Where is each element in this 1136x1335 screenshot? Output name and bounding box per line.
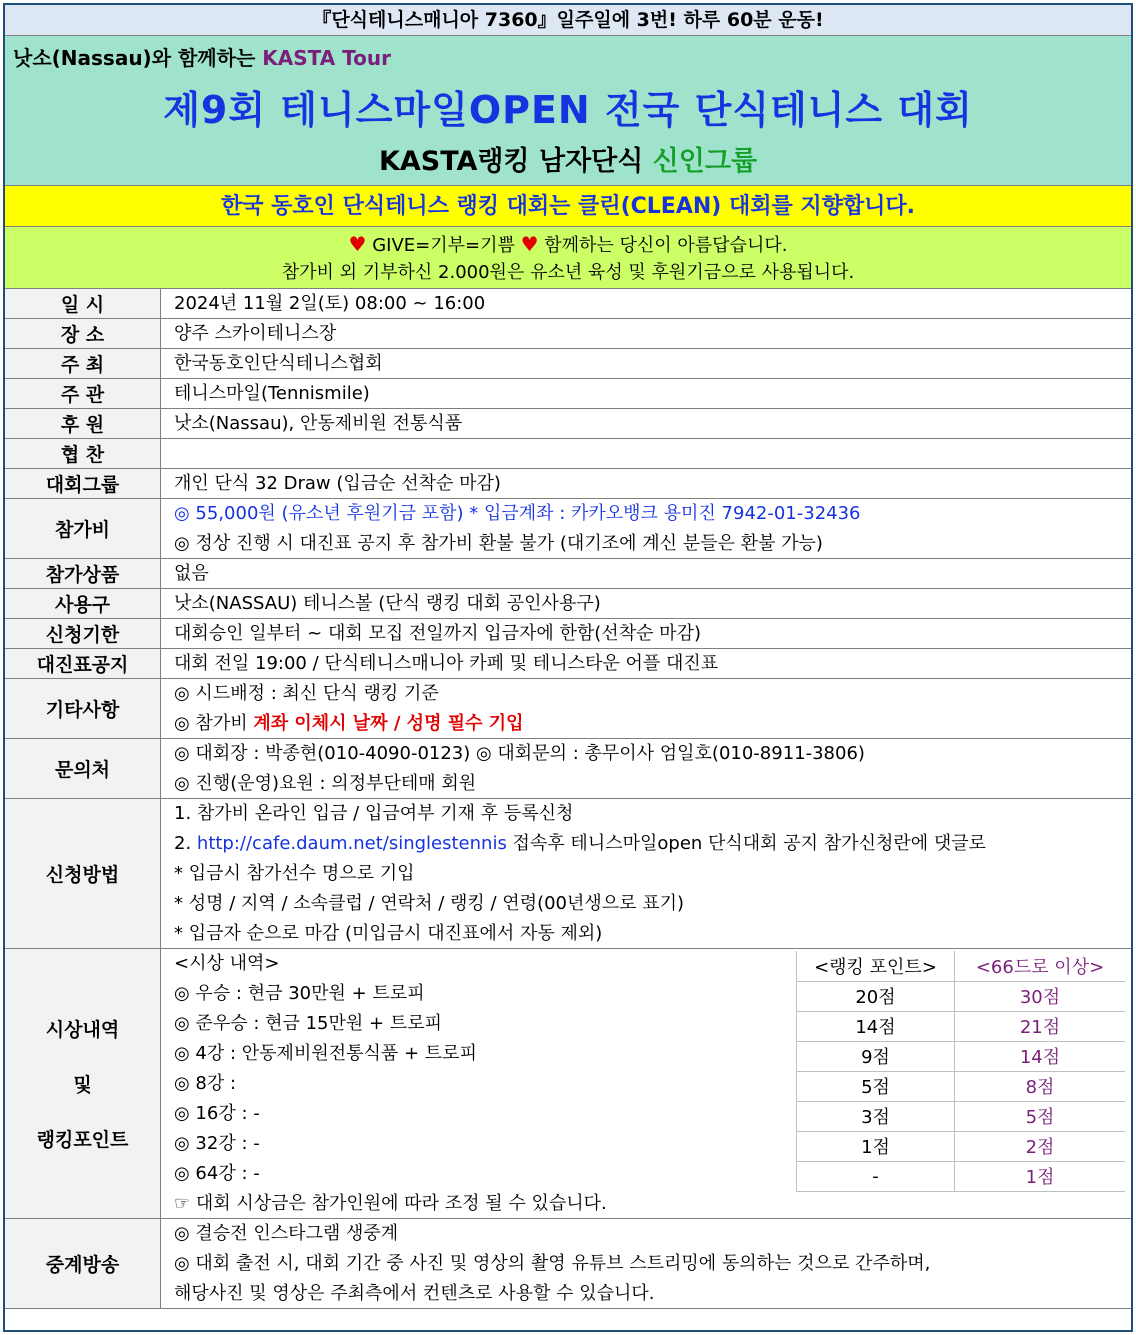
support-value bbox=[174, 439, 1131, 469]
row-value bbox=[162, 289, 1131, 318]
heart-icon: ♥ bbox=[348, 232, 367, 256]
award-label bbox=[5, 949, 161, 1218]
fee-line-1: ◎ 55,000원 (유소년 후원기금 포함) * 입금계좌 : 카카오뱅크 용미진 7942-01-32436 bbox=[174, 503, 861, 524]
tournament-poster bbox=[3, 3, 1133, 1332]
clean-notice: 한국 동호인 단식테니스 랭킹 대회는 클린(CLEAN) 대회를 지향합니다. bbox=[5, 186, 1131, 227]
top-banner: 『단식테니스매니아 7360』일주일에 3번! 하루 60분 운동! bbox=[5, 5, 1131, 36]
apply-line-3: * 입금시 참가선수 명으로 기입 bbox=[174, 863, 415, 884]
points-cell-66: 8점 bbox=[955, 1071, 1126, 1101]
points-cell: 9점 bbox=[797, 1041, 955, 1071]
draw-value: 대회 전일 19:00 / 단식테니스매니아 카페 및 테니스타운 어플 대진표 bbox=[174, 653, 719, 674]
apply-line-4: * 성명 / 지역 / 소속클럽 / 연락처 / 랭킹 / 연령(00년생으로 표기) bbox=[174, 893, 685, 914]
row-label: 주 최 bbox=[5, 349, 161, 378]
award-item: ◎ 우승 : 현금 30만원 + 트로피 bbox=[174, 983, 425, 1004]
row-label: 사용구 bbox=[5, 589, 161, 618]
row-label: 신청기한 bbox=[5, 619, 161, 648]
etc-prefix: ◎ 참가비 bbox=[174, 713, 254, 734]
deadline-value: 대회승인 일부터 ~ 대회 모집 전일까지 입금자에 한함(선착순 마감) bbox=[174, 623, 701, 644]
row-label: 기타사항 bbox=[5, 679, 161, 738]
gift-value: 없음 bbox=[174, 563, 209, 584]
row-ball bbox=[5, 589, 1131, 619]
row-label: 신청방법 bbox=[5, 799, 161, 948]
row-value bbox=[162, 409, 1131, 438]
row-deadline bbox=[5, 619, 1131, 649]
broadcast-line-3: 해당사진 및 영상은 주최측에서 컨텐츠로 사용할 수 있습니다. bbox=[174, 1283, 655, 1304]
points-cell: - bbox=[797, 1161, 955, 1191]
row-value bbox=[162, 799, 1131, 948]
award-label-1: 시상내역 bbox=[45, 1019, 120, 1041]
row-draw bbox=[5, 649, 1131, 679]
give-line-1 bbox=[5, 231, 1131, 259]
row-etc bbox=[5, 679, 1131, 739]
apply-line-5: * 입금자 순으로 마감 (미입금시 대진표에서 자동 제외) bbox=[174, 923, 603, 944]
row-organizer bbox=[5, 379, 1131, 409]
row-fee bbox=[5, 499, 1131, 559]
row-label: 중계방송 bbox=[5, 1219, 161, 1308]
table-row bbox=[797, 981, 1126, 1011]
row-date bbox=[5, 289, 1131, 319]
contact-line-2: ◎ 진행(운영)요원 : 의정부단테매 회원 bbox=[174, 773, 477, 794]
table-row bbox=[797, 1161, 1126, 1191]
heart-icon: ♥ bbox=[520, 232, 539, 256]
row-value bbox=[162, 349, 1131, 378]
award-note: ☞ 대회 시상금은 참가인원에 따라 조정 될 수 있습니다. bbox=[174, 1193, 607, 1214]
row-place bbox=[5, 319, 1131, 349]
apply-line-1: 1. 참가비 온라인 입금 / 입금여부 기재 후 등록신청 bbox=[174, 803, 574, 824]
points-cell-66: 5점 bbox=[955, 1101, 1126, 1131]
points-cell-66: 30점 bbox=[955, 981, 1126, 1011]
etc-line-2 bbox=[174, 709, 1131, 739]
row-value bbox=[162, 559, 1131, 588]
row-value bbox=[162, 439, 1131, 468]
row-label: 대회그룹 bbox=[5, 469, 161, 498]
group-value: 개인 단식 32 Draw (입금순 선착순 마감) bbox=[174, 473, 501, 494]
row-group bbox=[5, 469, 1131, 499]
give-message: 함께하는 당신이 아름답습니다. bbox=[538, 235, 788, 256]
award-item: ◎ 8강 : bbox=[174, 1073, 237, 1094]
broadcast-line-1: ◎ 결승전 인스타그램 생중계 bbox=[174, 1223, 399, 1244]
row-value bbox=[162, 319, 1131, 348]
row-host bbox=[5, 349, 1131, 379]
group-name: 신인그룹 bbox=[652, 146, 758, 177]
row-label: 문의처 bbox=[5, 739, 161, 798]
row-value bbox=[162, 649, 1131, 678]
etc-line-1: ◎ 시드배정 : 최신 단식 랭킹 기준 bbox=[174, 683, 439, 704]
points-header: <랭킹 포인트> bbox=[797, 951, 955, 981]
give-line-2: 참가비 외 기부하신 2.000원은 유소년 육성 및 후원기금으로 사용됩니다. bbox=[281, 262, 855, 283]
row-support bbox=[5, 439, 1131, 469]
award-item: ◎ 4강 : 안동제비원전통식품 + 트로피 bbox=[174, 1043, 477, 1064]
row-label: 장 소 bbox=[5, 319, 161, 348]
row-value bbox=[162, 469, 1131, 498]
points-cell-66: 14점 bbox=[955, 1041, 1126, 1071]
etc-warning: 계좌 이체시 날짜 / 성명 필수 기입 bbox=[253, 713, 524, 734]
row-label: 후 원 bbox=[5, 409, 161, 438]
row-label: 참가상품 bbox=[5, 559, 161, 588]
tournament-title: 제9회 테니스마일OPEN 전국 단식테니스 대회 bbox=[163, 88, 973, 132]
header-section bbox=[5, 36, 1131, 186]
table-row bbox=[797, 1101, 1126, 1131]
points-cell: 1점 bbox=[797, 1131, 955, 1161]
apply-step-number: 2. bbox=[174, 833, 197, 854]
contact-line-1: ◎ 대회장 : 박종현(010-4090-0123) ◎ 대회문의 : 총무이사 엄일호(010-8911-3806) bbox=[174, 743, 865, 764]
row-gift bbox=[5, 559, 1131, 589]
apply-instruction: 접속후 테니스마일open 단식대회 공지 참가신청란에 댓글로 bbox=[506, 833, 987, 854]
row-value bbox=[162, 619, 1131, 648]
award-item: ◎ 16강 : - bbox=[174, 1103, 260, 1124]
award-label-3: 랭킹포인트 bbox=[36, 1129, 129, 1151]
row-apply bbox=[5, 799, 1131, 949]
cafe-link[interactable]: http://cafe.daum.net/singlestennis bbox=[196, 833, 507, 854]
group-prefix: KASTA랭킹 남자단식 bbox=[378, 146, 653, 177]
award-item: ◎ 64강 : - bbox=[174, 1163, 260, 1184]
fee-line-2: ◎ 정상 진행 시 대진표 공지 후 참가비 환불 불가 (대기조에 계신 분들은 환불 가능) bbox=[174, 533, 823, 554]
points-header-66: <66드로 이상> bbox=[955, 951, 1126, 981]
table-row bbox=[797, 1071, 1126, 1101]
points-cell-66: 21점 bbox=[955, 1011, 1126, 1041]
row-value bbox=[162, 1219, 1131, 1308]
table-header-row bbox=[797, 951, 1126, 981]
table-row bbox=[797, 1131, 1126, 1161]
points-cell-66: 2점 bbox=[955, 1131, 1126, 1161]
broadcast-line-2: ◎ 대회 출전 시, 대회 기간 중 사진 및 영상의 촬영 유튜브 스트리밍에 동의하는 것으로 간주하며, bbox=[174, 1253, 931, 1274]
sponsor-tagline bbox=[13, 42, 391, 71]
organizer-value: 테니스마일(Tennismile) bbox=[174, 383, 370, 404]
points-cell: 3점 bbox=[797, 1101, 955, 1131]
date-value: 2024년 11월 2일(토) 08:00 ~ 16:00 bbox=[174, 293, 486, 314]
ball-value: 낫소(NASSAU) 테니스볼 (단식 랭킹 대회 공인사용구) bbox=[174, 593, 601, 614]
row-value bbox=[162, 379, 1131, 408]
give-notice bbox=[5, 227, 1131, 289]
host-value: 한국동호인단식테니스협회 bbox=[174, 353, 383, 374]
points-cell: 20점 bbox=[797, 981, 955, 1011]
row-label: 협 찬 bbox=[5, 439, 161, 468]
row-label: 대진표공지 bbox=[5, 649, 161, 678]
row-award bbox=[5, 949, 1131, 1219]
award-item: <시상 내역> bbox=[174, 953, 280, 974]
row-value bbox=[162, 589, 1131, 618]
tour-name: KASTA Tour bbox=[262, 46, 391, 70]
give-text: GIVE=기부=기쁨 bbox=[366, 235, 521, 256]
row-value bbox=[162, 739, 1131, 798]
row-label: 참가비 bbox=[5, 499, 161, 558]
award-label-2: 및 bbox=[73, 1074, 92, 1096]
ranking-points-table bbox=[796, 951, 1125, 1192]
points-cell: 14점 bbox=[797, 1011, 955, 1041]
row-label: 주 관 bbox=[5, 379, 161, 408]
award-item: ◎ 32강 : - bbox=[174, 1133, 260, 1154]
row-value bbox=[162, 679, 1131, 738]
apply-line-2 bbox=[174, 829, 1131, 859]
row-broadcast bbox=[5, 1219, 1131, 1309]
row-sponsor bbox=[5, 409, 1131, 439]
place-value: 양주 스카이테니스장 bbox=[174, 323, 337, 344]
table-row bbox=[797, 1041, 1126, 1071]
row-contact bbox=[5, 739, 1131, 799]
row-value bbox=[162, 499, 1131, 558]
points-cell-66: 1점 bbox=[955, 1161, 1126, 1191]
sponsor-value: 낫소(Nassau), 안동제비원 전통식품 bbox=[174, 413, 463, 434]
row-label: 일 시 bbox=[5, 289, 161, 318]
table-row bbox=[797, 1011, 1126, 1041]
award-item: ◎ 준우승 : 현금 15만원 + 트로피 bbox=[174, 1013, 442, 1034]
points-cell: 5점 bbox=[797, 1071, 955, 1101]
tournament-group bbox=[5, 139, 1131, 178]
sponsor-tagline-text: 낫소(Nassau)와 함께하는 bbox=[13, 46, 263, 70]
